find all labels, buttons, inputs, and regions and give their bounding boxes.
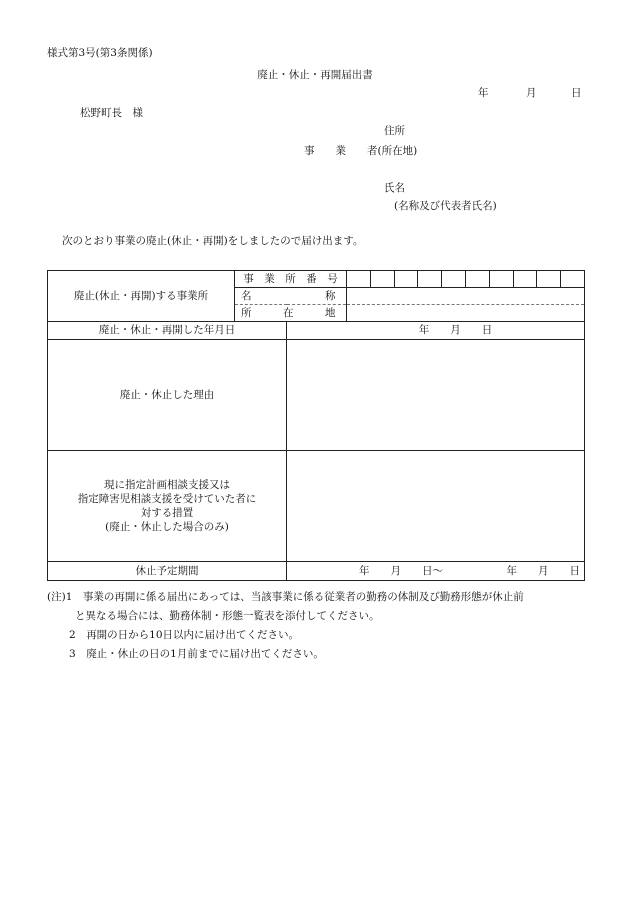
notes	[47, 588, 587, 664]
measures-line-4: (廃止・休止した場合のみ)	[105, 521, 229, 534]
office-location-field[interactable]	[347, 305, 585, 322]
measures-line-3: 対する措置	[140, 507, 194, 519]
note-2-number: 2	[69, 629, 76, 641]
date-month: 月	[526, 87, 537, 99]
date-day: 日	[571, 87, 582, 99]
office-header: 廃止(休止・再開)する事業所	[48, 271, 235, 322]
notification-table	[47, 270, 585, 581]
date-row-value[interactable]: 年 月 日	[287, 322, 585, 340]
note-3: 廃止・休止の日の1月前までに届け出てください。	[86, 648, 324, 660]
date-row-label: 廃止・休止・再開した年月日	[48, 322, 287, 340]
form-number: 様式第3号(第3条関係)	[47, 47, 153, 59]
period-label: 休止予定期間	[48, 562, 287, 581]
business-label: 事 業 者(所在地)	[304, 145, 418, 157]
page-title: 廃止・休止・再開届出書	[257, 69, 373, 81]
address-label: 住所	[384, 125, 405, 137]
notes-prefix: (注)1	[47, 591, 73, 603]
note-2: 再開の日から10日以内に届け出てください。	[86, 629, 300, 641]
office-location-label: 所 在 地	[235, 305, 347, 322]
measures-field[interactable]	[287, 451, 585, 562]
reason-label: 廃止・休止した理由	[48, 340, 287, 451]
office-name-label: 名 称	[235, 288, 347, 305]
reason-field[interactable]	[287, 340, 585, 451]
office-name-field[interactable]	[347, 288, 585, 305]
date-year: 年	[478, 87, 489, 99]
note-1-line-1: 事業の再開に係る届出にあっては、当該事業に係る従業者の勤務の体制及び勤務形態が休止前	[82, 591, 524, 603]
note-3-number: 3	[69, 648, 76, 660]
period-start: 年 月 日～	[359, 564, 443, 577]
measures-line-1: 現に指定計画相談支援又は	[104, 478, 230, 491]
office-number-field[interactable]	[347, 271, 585, 288]
measures-line-2: 指定障害児相談支援を受けていた者に	[77, 492, 257, 505]
intro-text: 次のとおり事業の廃止(休止・再開)をしましたので届け出ます。	[62, 235, 364, 247]
office-number-label: 事 業 所 番 号	[235, 271, 347, 288]
name-sub-label: (名称及び代表者氏名)	[394, 200, 497, 212]
period-field[interactable]	[287, 562, 585, 581]
note-1-line-2: と異なる場合には、勤務体制・形態一覧表を添付してください。	[75, 610, 380, 622]
measures-label	[48, 451, 287, 562]
name-label: 氏名	[384, 182, 405, 194]
addressee: 松野町長 様	[80, 107, 143, 119]
period-end: 年 月 日	[506, 564, 580, 577]
